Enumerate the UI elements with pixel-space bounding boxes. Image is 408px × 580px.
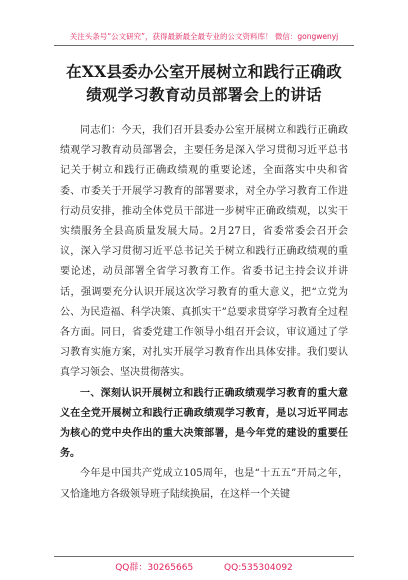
- footer-qq: QQ:535304092: [224, 563, 293, 573]
- header-divider: [54, 45, 354, 46]
- body-paragraph: 今年是中国共产党成立105周年，也是“十五五”开局之年，又恰逢地方各级领导班子陆续换届，在这样一个关键: [60, 468, 348, 500]
- promo-banner: 关注头条号“公文研究”，获得最新最全最专业的公文资料库！ 微信：gongwenyj: [69, 32, 339, 41]
- title-line-2: 绩观学习教育动员部署会上的讲话: [86, 85, 322, 104]
- document-body: [60, 121, 348, 505]
- document-title: [40, 60, 368, 106]
- page-footer: [0, 560, 408, 573]
- body-paragraph: 同志们：今天，我们召开县委办公室开展树立和践行正确政绩观学习教育动员部署会，主要任务是深入学习贯彻习近平总书记关于树立和践行正确政绩观的重要论述，全面落实中央和省委、市委关于开展学习教育的部署要求，对全办学习教育工作进行动员安排，推动全体党员干部进一步树牢正确政绩观，以实干实绩服务全县高质量发展大局。2月27日，省委常委会召开会议，深入学习贯彻习近平总书记关于树立和践行正确政绩观的重要论述，动员部署全省学习教育工作。省委书记主持会议并讲话，强调要充分认识开展这次学习教育的重大意义，把“立党为公、为民造福、科学决策、真抓实干”总要求贯穿学习教育全过程各方面。同日，省委党建工作领导小组召开会议，审议通过了学习教育实施方案，对扎实开展学习教育作出具体安排。我们要认真学习领会、坚决贯彻落实。: [60, 125, 348, 379]
- footer-divider: [54, 556, 354, 557]
- footer-qq-group: QQ群：30265665: [115, 563, 194, 573]
- section-heading-paragraph: 一、深刻认识开展树立和践行正确政绩观学习教育的重大意义在全党开展树立和践行正确政绩观学习教育，是以习近平同志为核心的党中央作出的重大决策部署，是今年党的建设的重要任务。: [60, 387, 348, 460]
- title-line-1: 在XX县委办公室开展树立和践行正确政: [66, 62, 342, 81]
